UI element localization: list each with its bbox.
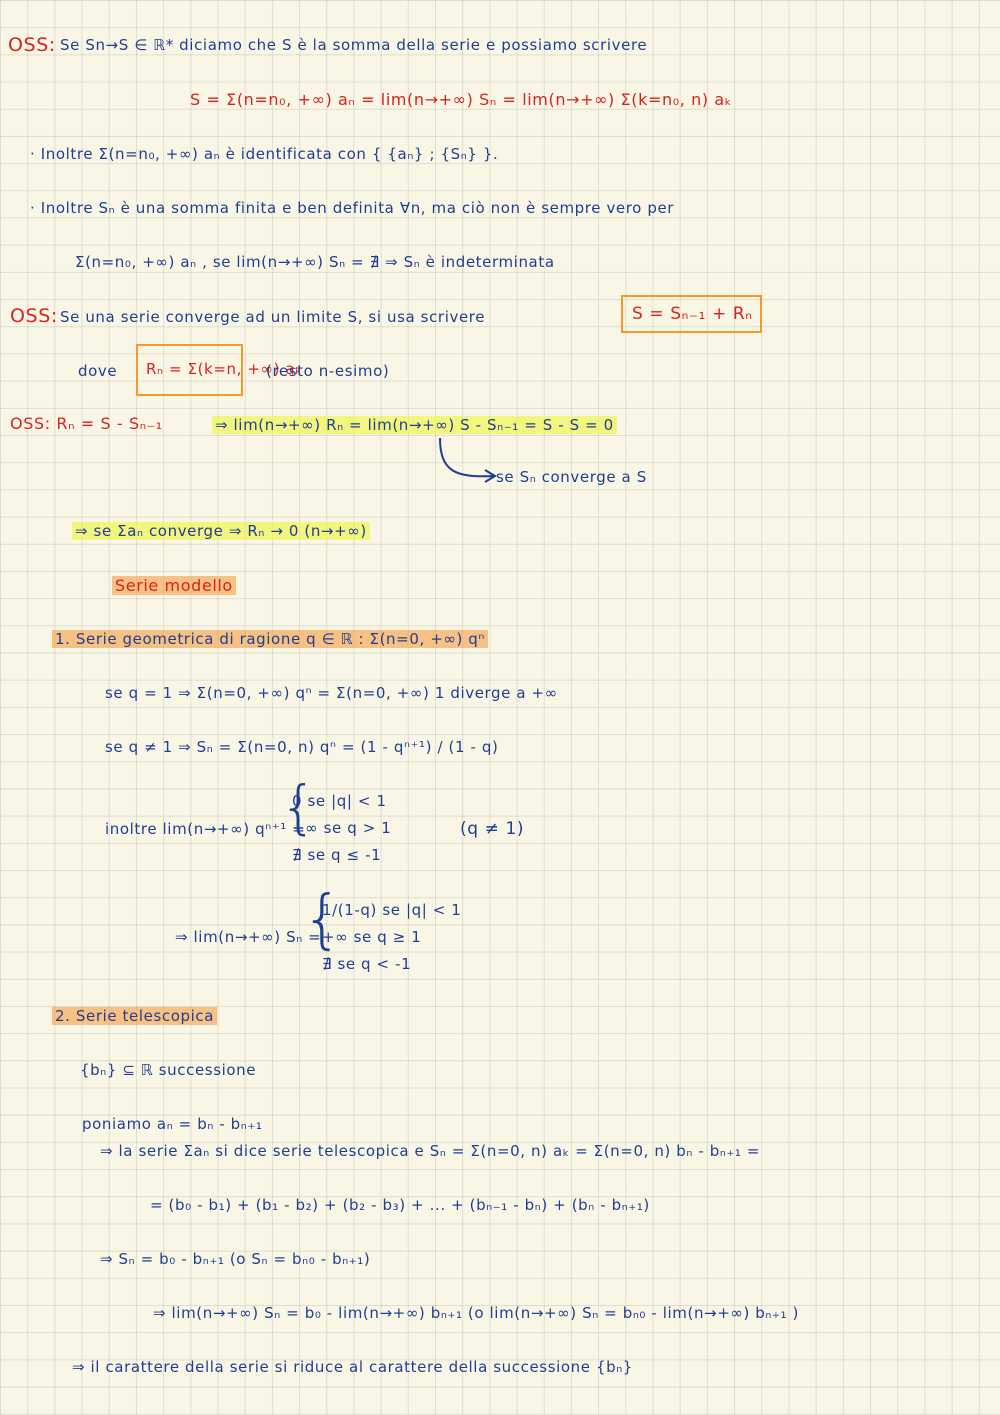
rn-to-zero-text: ⇒ se Σaₙ converge ⇒ Rₙ → 0 (n→+∞) [72, 522, 370, 540]
resto-label: (resto n-esimo) [266, 362, 390, 380]
s-equals-formula: S = Sₙ₋₁ + Rₙ [632, 304, 753, 324]
limit-rn-line [212, 416, 617, 434]
telescopic-expansion: = (b₀ - b₁) + (b₁ - b₂) + (b₂ - b₃) + ... + (bₙ₋₁ - bₙ) + (bₙ - bₙ₊₁) [150, 1196, 650, 1214]
oss-label-1: OSS: [8, 34, 56, 56]
sum-formula-text: S = Σ(n=n₀, +∞) aₙ = lim(n→+∞) Sₙ = lim(n→+∞) Σ(k=n₀, n) aₖ [190, 90, 733, 109]
case-1-c: ∄ se q ≤ -1 [292, 846, 382, 864]
sum-formula [190, 90, 732, 109]
case-2-c: ∄ se q < -1 [322, 955, 412, 973]
oss-rn-definition: OSS: Rₙ = S - Sₙ₋₁ [10, 414, 163, 433]
telescopic-definition: ⇒ la serie Σaₙ si dice serie telescopica e Sₙ = Σ(n=0, n) aₖ = Σ(n=0, n) bₙ - bₙ₊₁ = [100, 1142, 761, 1160]
q-neq-1-note: (q ≠ 1) [460, 819, 525, 839]
case-2-b: +∞ se q ≥ 1 [322, 928, 422, 946]
limit-sn-label: ⇒ lim(n→+∞) Sₙ = [175, 928, 322, 946]
geometric-q-neq-1: se q ≠ 1 ⇒ Sₙ = Σ(n=0, n) qⁿ = (1 - qⁿ⁺¹) / (1 - q) [105, 738, 499, 756]
section-title-serie-modello [112, 576, 236, 595]
converge-limit-line: Se una serie converge ad un limite S, si usa scrivere [60, 308, 486, 326]
case-1-a: 0 se |q| < 1 [292, 792, 387, 810]
sn-result: ⇒ Sₙ = b₀ - bₙ₊₁ (o Sₙ = bₙ₀ - bₙ₊₁) [100, 1250, 371, 1268]
rn-to-zero-line [72, 522, 370, 540]
serie-modello-text: Serie modello [112, 576, 236, 595]
oss-label-2: OSS: [10, 305, 58, 327]
geometric-series-title [52, 630, 488, 648]
case-1-b: +∞ se q > 1 [292, 819, 392, 837]
left-brace-1: { [280, 773, 318, 841]
poniamo-line [82, 1115, 262, 1133]
left-brace-2: { [302, 883, 344, 957]
rn-formula: Rₙ = Σ(k=n, +∞) aₖ [146, 360, 303, 378]
case-2-a: 1/(1-q) se |q| < 1 [322, 901, 462, 919]
bn-successione: {bₙ} ⊆ ℝ successione [80, 1061, 257, 1079]
curved-arrow-icon [435, 436, 505, 484]
inoltre-identification: · Inoltre Σ(n=n₀, +∞) aₙ è identificata con { {aₙ} ; {Sₙ} }. [30, 145, 499, 163]
dove-label: dove [78, 362, 118, 380]
poniamo-text: poniamo aₙ = bₙ - bₙ₊₁ [82, 1115, 263, 1133]
telescopic-series-title [52, 1007, 217, 1025]
inoltre-limit-label: inoltre lim(n→+∞) qⁿ⁺¹ = [105, 820, 306, 838]
geometric-series-text: 1. Serie geometrica di ragione q ∈ ℝ : Σ(n=0, +∞) qⁿ [52, 630, 488, 648]
limit-sn-result: ⇒ lim(n→+∞) Sₙ = b₀ - lim(n→+∞) bₙ₊₁ (o lim(n→+∞) Sₙ = bₙ₀ - lim(n→+∞) bₙ₊₁ ) [153, 1304, 799, 1322]
limit-rn-text: ⇒ lim(n→+∞) Rₙ = lim(n→+∞) S - Sₙ₋₁ = S - S = 0 [212, 416, 617, 434]
converge-note: se Sₙ converge a S [496, 468, 647, 486]
indeterminate-line: Σ(n=n₀, +∞) aₙ , se lim(n→+∞) Sₙ = ∄ ⇒ Sₙ è indeterminata [75, 253, 555, 271]
telescopic-series-text: 2. Serie telescopica [52, 1007, 217, 1025]
definition-sum-line: Se Sn→S ∈ ℝ* diciamo che S è la somma della serie e possiamo scrivere [60, 36, 648, 54]
geometric-q-equals-1: se q = 1 ⇒ Σ(n=0, +∞) qⁿ = Σ(n=0, +∞) 1 diverge a +∞ [105, 684, 558, 702]
inoltre-finite-sum: · Inoltre Sₙ è una somma finita e ben definita ∀n, ma ciò non è sempre vero per [30, 199, 675, 217]
conclusion-line: ⇒ il carattere della serie si riduce al carattere della successione {bₙ} [72, 1358, 633, 1376]
